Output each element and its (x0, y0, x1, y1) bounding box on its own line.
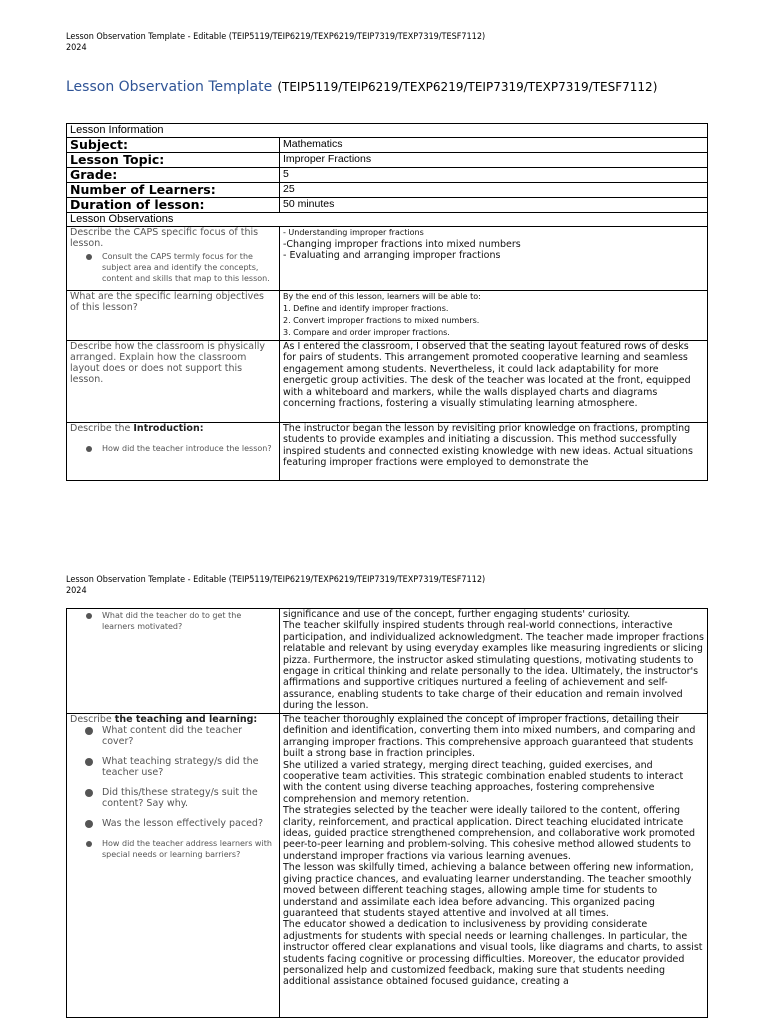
duration-value: 50 minutes (280, 198, 708, 213)
lesson-information-heading: Lesson Information (67, 124, 708, 138)
page-header (66, 575, 485, 597)
title-codes: (TEIP5119/TEIP6219/TEXP6219/TEIP7319/TEXP7319/TESF7112) (277, 80, 658, 94)
classroom-answer-cell (280, 341, 708, 423)
lesson-topic-value: Improper Fractions (280, 153, 708, 168)
teaching-bullet-text: What teaching strategy/s did the teacher use? (102, 756, 259, 778)
header-year: 2024 (66, 43, 87, 53)
teaching-bullet (102, 756, 276, 778)
teaching-bullet (102, 818, 276, 829)
objective-item: 3. Compare and order improper fractions. (283, 328, 450, 337)
bullet-icon (85, 820, 93, 828)
caps-answer-1: - Understanding improper fractions (283, 228, 424, 237)
teaching-question (70, 714, 276, 725)
subject-value: Mathematics (280, 138, 708, 153)
motivation-answer-cell (280, 609, 708, 714)
teaching-answer-paragraph: She utilized a varied strategy, merging direct teaching, guided exercises, and cooperative team activities. This strategic combination enabled students to interact with the content using diverse teaching approaches, fostering comprehensive comprehension and memory retention. (283, 759, 684, 805)
classroom-answer: As I entered the classroom, I observed that the seating layout featured rows of desks for pairs of students. This arrangement promoted cooperative learning and seamless engagement among students. Nevertheless, it could lack adaptability for more energetic group activities. The desk of the teacher was located at the front, equipped with a whiteboard and markers, while the walls displayed charts and diagrams concerning fractions, fostering a visually stimulating learning atmosphere. (283, 341, 691, 410)
teaching-answer-paragraph: The educator showed a dedication to inclusiveness by providing considerate adjustments for students with special needs or learning challenges. In particular, the instructor offered clear explanations and visual tools, like diagrams and charts, to assist students facing cognitive or processing difficulties. Moreover, the educator provided personalized help and customized feedback, making sure that students needing additional assistance obtained focused guidance, creating a (283, 919, 703, 988)
objectives-intro: By the end of this lesson, learners will be able to: (283, 292, 481, 301)
header-year: 2024 (66, 586, 87, 596)
duration-label: Duration of lesson: (67, 198, 280, 213)
introduction-bullet-text: How did the teacher introduce the lesson? (102, 444, 272, 453)
lesson-table-page-2 (66, 608, 708, 1018)
teaching-bullet-text: Was the lesson effectively paced? (102, 818, 263, 829)
motivation-bullet-text: What did the teacher do to get the learners motivated? (102, 611, 242, 631)
header-line-1: Lesson Observation Template - Editable (TEIP5119/TEIP6219/TEXP6219/TEIP7319/TEXP7319/TESF7112) (66, 575, 486, 585)
learners-value: 25 (280, 183, 708, 198)
motivation-answer: The teacher skilfully inspired students through real-world connections, interactive participation, and individualized acknowledgment. The teacher made improper fractions relatable and relevant by using everyday examples like measuring ingredients or slicing pizza. Furthermore, the instructor asked stimulating questions, motivating students to engage in critical thinking and relate personally to the idea. Ultimately, the instructor's affirmations and supportive critiques nurtured a feeling of achievement and self-assurance, enabling students to take charge of their education and remain involved during the lesson. (283, 620, 704, 712)
teaching-bold: the teaching and learning: (114, 714, 258, 725)
classroom-question-cell (67, 341, 280, 423)
caps-answer-2: -Changing improper fractions into mixed numbers (283, 239, 521, 250)
lesson-topic-label: Lesson Topic: (67, 153, 280, 168)
bullet-icon (86, 254, 92, 260)
teaching-bullet (102, 725, 276, 747)
teaching-bullet-special-needs (102, 838, 276, 860)
caps-question-cell (67, 227, 280, 291)
title-main: Lesson Observation Template (66, 79, 273, 95)
introduction-bold: Introduction: (133, 423, 204, 434)
teaching-bullet (102, 787, 276, 809)
introduction-answer: The instructor began the lesson by revisiting prior knowledge on fractions, prompting students to provide examples and initiating a discussion. This method successfully inspired students and connected existing knowledge with new ideas. Actual situations featuring improper fractions were employed to demonstrate the (283, 423, 693, 469)
bullet-icon (86, 613, 92, 619)
document-page-2 (0, 560, 768, 1024)
bullet-icon (85, 789, 93, 797)
bullet-icon (85, 727, 93, 735)
caps-answer-3: - Evaluating and arranging improper fractions (283, 250, 501, 262)
objective-item: 2. Convert improper fractions to mixed numbers. (283, 316, 480, 325)
introduction-prefix: Describe the (70, 423, 134, 434)
teaching-answer-paragraph: The strategies selected by the teacher were ideally tailored to the content, offering clarity, reinforcement, and practical application. Direct teaching elucidated intricate ideas, guided practice strengthened comprehension, and collaborative work promoted peer-to-peer learning and problem-solving. This cohesive method allowed students to understand improper fractions via various learning avenues. (283, 805, 696, 862)
bullet-icon (86, 446, 92, 452)
bullet-icon (86, 841, 92, 847)
motivation-answer-line: significance and use of the concept, further engaging students' curiosity. (283, 609, 631, 620)
subject-label: Subject: (67, 138, 280, 153)
teaching-question-cell (67, 714, 280, 1018)
caps-question: Describe the CAPS specific focus of this lesson. (70, 227, 259, 249)
teaching-bullet-text: Did this/these strategy/s suit the content? Say why. (102, 787, 258, 809)
classroom-question: Describe how the classroom is physically arranged. Explain how the classroom layout does or does not support this lesson. (70, 341, 266, 385)
caps-bullet (102, 251, 276, 284)
teaching-bullet-small-text: How did the teacher address learners with special needs or learning barriers? (102, 839, 272, 859)
objectives-answer-cell (280, 291, 708, 341)
header-line-1: Lesson Observation Template - Editable (TEIP5119/TEIP6219/TEXP6219/TEIP7319/TEXP7319/TESF7112) (66, 32, 486, 42)
objectives-question-cell (67, 291, 280, 341)
motivation-question-cell (67, 609, 280, 714)
lesson-table-page-1 (66, 123, 708, 481)
introduction-question (70, 423, 276, 434)
introduction-question-cell (67, 423, 280, 481)
bullet-icon (85, 758, 93, 766)
introduction-bullet (102, 443, 276, 454)
teaching-answer-cell (280, 714, 708, 1018)
lesson-observations-heading: Lesson Observations (67, 213, 708, 227)
grade-value: 5 (280, 168, 708, 183)
teaching-bullet-text: What content did the teacher cover? (102, 725, 243, 747)
motivation-bullet (102, 610, 276, 632)
objective-item: 1. Define and identify improper fractions. (283, 304, 449, 313)
teaching-prefix: Describe (70, 714, 115, 725)
caps-answer-cell (280, 227, 708, 291)
grade-label: Grade: (67, 168, 280, 183)
introduction-answer-cell (280, 423, 708, 481)
teaching-answer-paragraph: The lesson was skilfully timed, achieving a balance between offering new information, giving practice chances, and evaluating learner understanding. The teacher smoothly moved between different teaching stages, allowing ample time for students to understand and assimilate each idea before advancing. This organized pacing guaranteed that students stayed attentive and involved at all times. (283, 862, 694, 919)
learners-label: Number of Learners: (67, 183, 280, 198)
caps-bullet-text: Consult the CAPS termly focus for the subject area and identify the concepts, content and skills that map to this lesson. (102, 252, 270, 283)
document-title (66, 76, 657, 95)
objectives-question: What are the specific learning objectives of this lesson? (70, 291, 264, 313)
page-header (66, 32, 485, 54)
teaching-answer-paragraph: The teacher thoroughly explained the concept of improper fractions, detailing their definition and identification, converting them into mixed numbers, and comparing and arranging improper fractions. This comprehensive approach guaranteed that students built a strong base in fraction principles. (283, 714, 696, 760)
